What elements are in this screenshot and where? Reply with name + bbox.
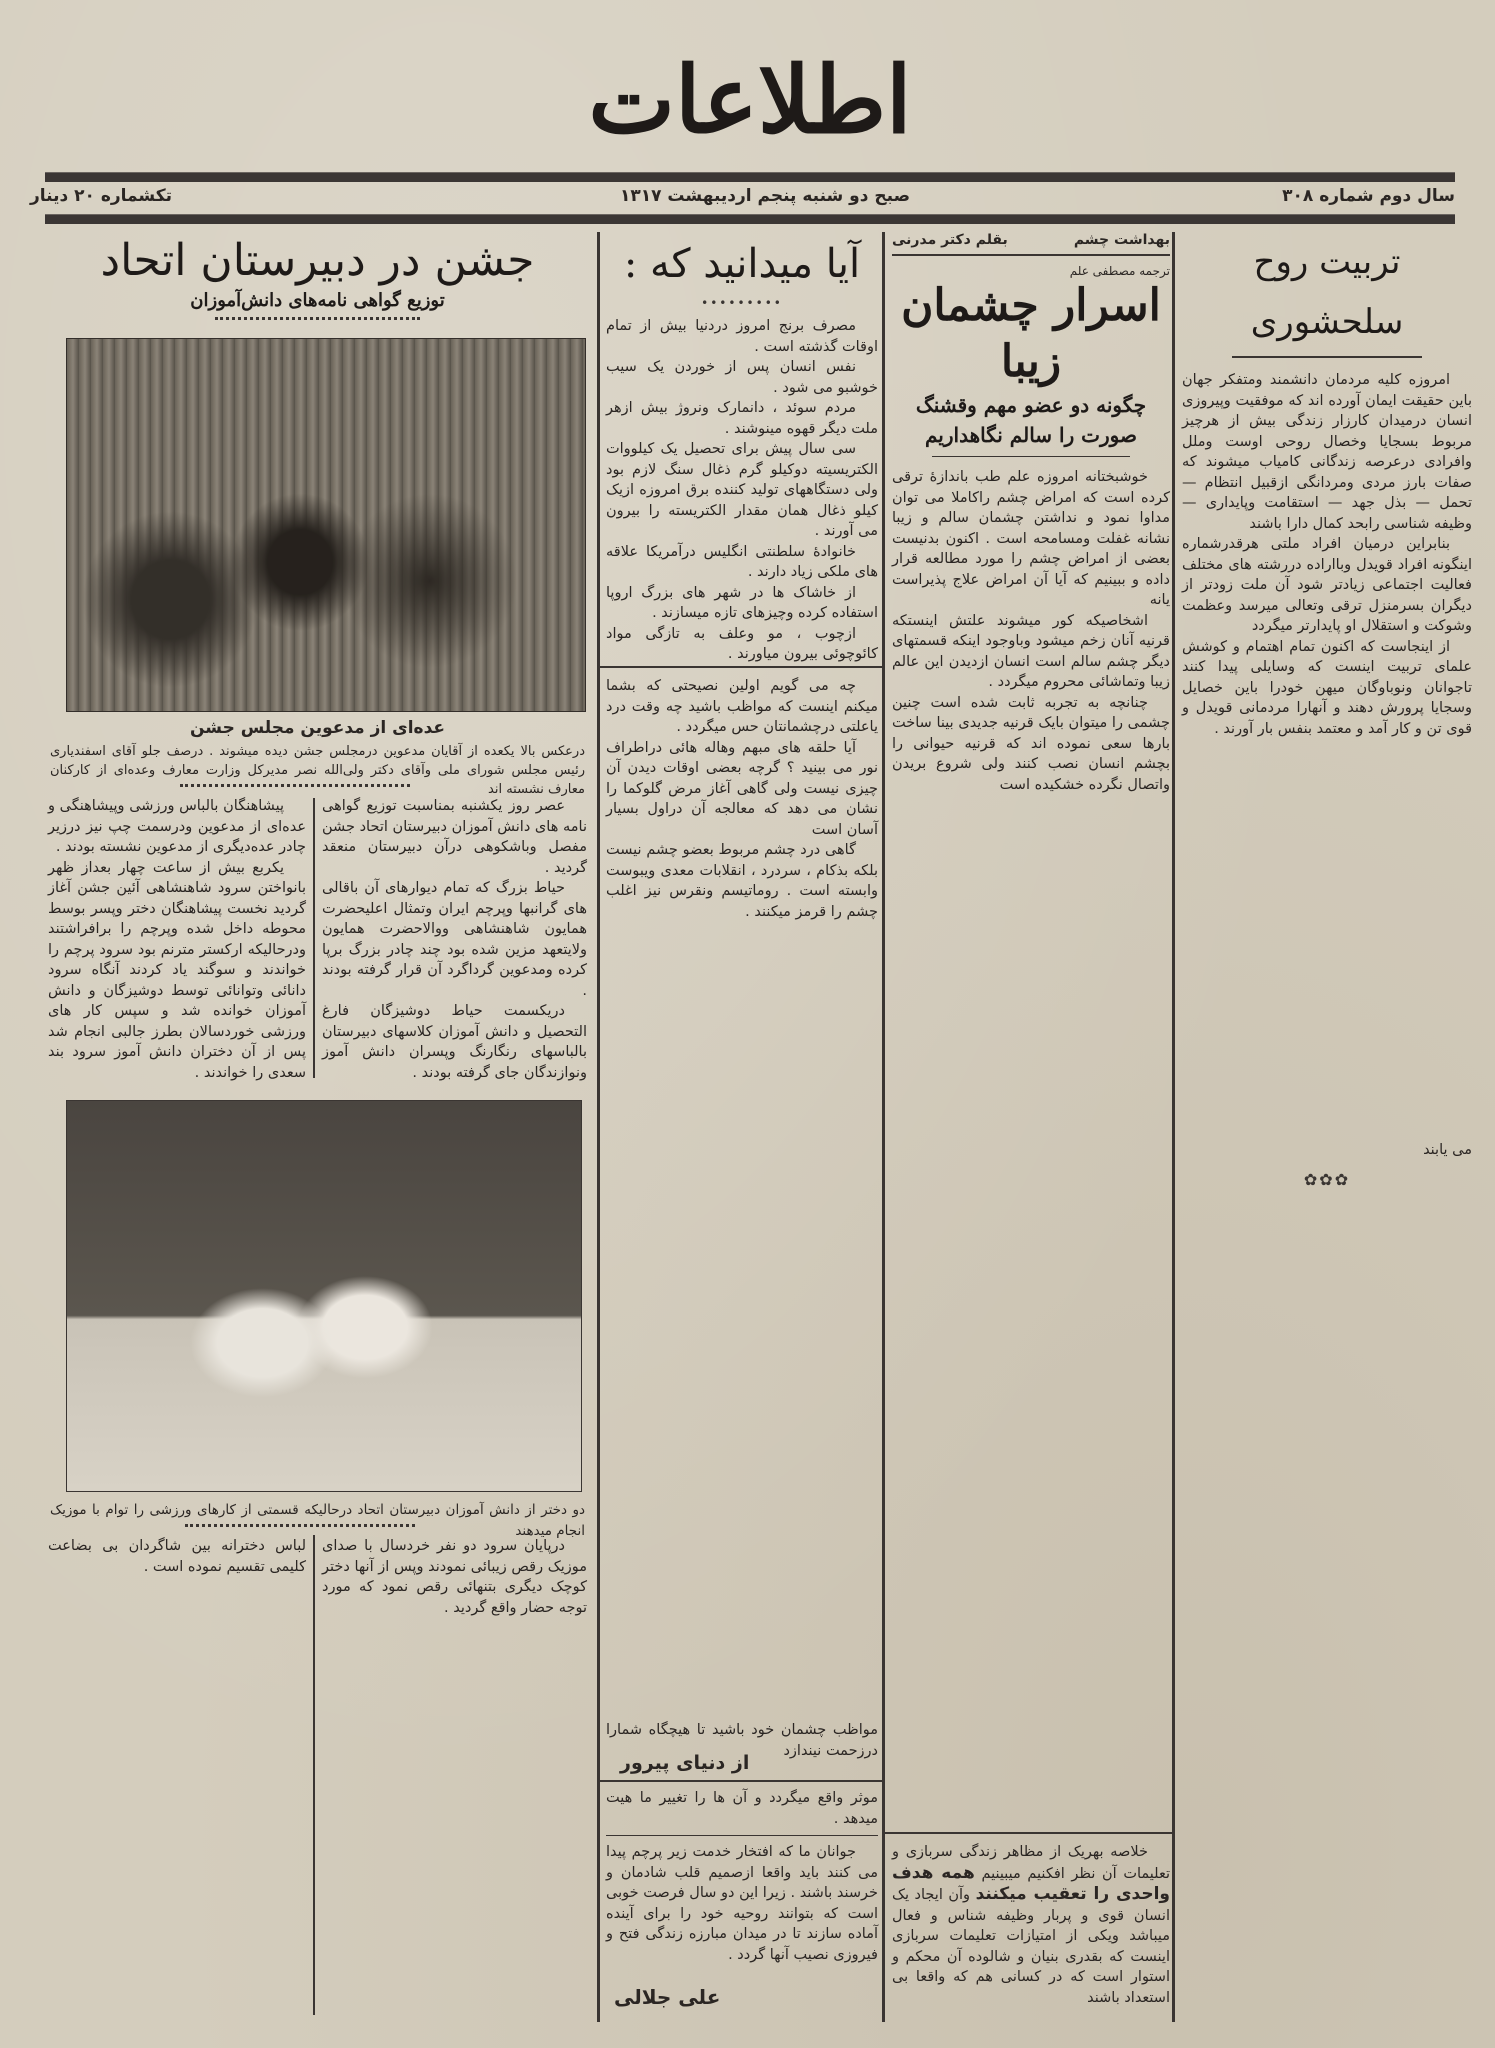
paragraph: حیاط بزرگ که تمام دیوارهای آن باقالی های گرانبها وپرچم ایران وتمثال اعلیحضرت همایون شاهنشاهی ووالاحضرت همایون ولایتعهد مزین شده بود چند چادر بزرگ برپا کرده ومدعوین گرداگرد آن قرار گرفته بودند . bbox=[322, 880, 587, 999]
article-soldier-spirit bbox=[1182, 232, 1472, 739]
paragraph: عصر روز یکشنبه بمناسبت توزیع گواهی نامه های دانش آموزان دبیرستان اتحاد جشن مفصل وباشکوهی درآن دبیرستان منعقد گردید . bbox=[322, 798, 587, 876]
divider bbox=[185, 1524, 415, 1527]
summary-highlight: همه هدف واحدی را تعقیب میکنند bbox=[892, 1862, 1170, 1904]
paragraph: موثر واقع میگردد و آن ها را تغییر ما هیت میدهد . bbox=[606, 1790, 878, 1827]
article-title: جشن در دبیرستان اتحاد bbox=[100, 235, 535, 286]
divider-ornament: ••••••••• bbox=[701, 296, 783, 310]
divider bbox=[600, 1780, 882, 1782]
paragraph: لباس دخترانه بین شاگردان بی بضاعت کلیمی تقسیم نموده است . bbox=[48, 1538, 306, 1575]
divider bbox=[606, 1835, 878, 1836]
fact-item: خانوادهٔ سلطنتی انگلیس درآمریکا علاقه های ملکی زیاد دارند . bbox=[606, 543, 878, 580]
fact-item: نفس انسان پس از خوردن یک سیب خوشبو می شود . bbox=[606, 359, 878, 396]
paragraph: خوشبختانه امروزه علم طب باندازهٔ ترقی کرده است که امراض چشم راکاملا می توان مداوا نمود و نداشتن چشمان سالم و زیبا نشانه غفلت ومسامحه است . اکنون بدنیست بعضی از امراض چشم را مورد مطالعه قرار داده و ببینیم که آیا آن امراض علاج پذیراست یانه bbox=[892, 469, 1170, 608]
column-divider bbox=[313, 1535, 315, 2015]
soldier-summary bbox=[892, 1842, 1170, 2008]
column-divider bbox=[597, 232, 600, 2022]
photo-caption: دو دختر از دانش آموزان دبیرستان اتحاد درحالیکه قسمتی از کارهای ورزشی را توام با موزیک انجام میدهند bbox=[50, 1502, 585, 1539]
divider bbox=[600, 666, 882, 668]
paragraph-end: می یابند bbox=[1423, 1142, 1472, 1158]
article-school-celebration bbox=[45, 232, 590, 320]
paragraph: یکربع بیش از ساعت چهار بعداز ظهر بانواختن سرود شاهنشاهی آئین جشن آغاز گردید نخست پیشاهنگان دختر وپسر بوسط محوطه داخل شده وپرچم را برافراشتند ودرحالیکه ارکستر مترنم بود سرود پرچم را خواندند و سوگند یاد کردند آنگاه سرود دانائی وتوانائی توسط دوشیزگان و دانش آموزان خوانده شد و سپس کار های ورزشی خوردسالان بطرز جالبی انجام شد پس از آن دختران دانش آموز سرود بند سعدی را خواندند . bbox=[48, 859, 306, 1081]
divider bbox=[180, 784, 410, 787]
column-divider bbox=[882, 232, 885, 2022]
author-byline: بقلم دکتر مدرنی bbox=[892, 232, 1008, 248]
header-rule-top bbox=[45, 172, 1455, 182]
photo-dancing-girls bbox=[66, 1100, 582, 1492]
article-subtitle: چگونه دو عضو مهم وقشنگ صورت را سالم نگاهداریم bbox=[915, 393, 1147, 447]
fact-item: از خاشاک ها در شهر های بزرگ اروپا استفاده کرده وچیزهای تازه میسازند . bbox=[606, 584, 878, 621]
article-column bbox=[48, 1536, 306, 1577]
article-title: تربیت روح سلحشوری bbox=[1250, 242, 1404, 342]
newspaper-masthead: اطلاعات bbox=[588, 46, 912, 154]
fact-item: مصرف برنج امروز دردنیا بیش از تمام اوقات گذشته است . bbox=[606, 318, 878, 355]
paragraph: از اینجاست که اکنون تمام اهتمام و کوشش علمای تربیت اینست که وسایلی پیدا کنند تاجوانان ونوباوگان میهن خودرا باین خصایل وسجایا پرورش دهند و آنهارا مردمانی قویدل و قوی تن و کار آمد و معتمد بنفس بار آورند . bbox=[1182, 638, 1472, 737]
section-heading: از دنیای پیرور bbox=[620, 1752, 750, 1774]
summary-text: وآن ایجاد یک انسان قوی و پربار وظیفه شناس و فعال میباشد ویکی از امتیازات تعلیمات سربازی اینست که بقدری بنیان و شالوده آن محکم و استوار است که در کسانی هم که واقعا بی استعداد باشند bbox=[892, 1887, 1170, 2006]
divider bbox=[885, 1832, 1172, 1834]
section-label: بهداشت چشم bbox=[1073, 232, 1170, 248]
column-divider bbox=[1172, 232, 1175, 2022]
article-subtitle: توزیع گواهی نامه‌های دانش‌آموزان bbox=[190, 290, 445, 311]
photo-guests bbox=[66, 338, 586, 712]
summary-text: خلاصه بهریک از مظاهر زندگی سربازی و تعلیمات آن نظر افکنیم میبینیم bbox=[892, 1844, 1170, 1882]
paragraph: امروزه کلیه مردمان دانشمند ومتفکر جهان باین حقیقت ایمان آورده اند که موفقیت وپیروزی انسان درمیدان کارزار زندگی بیش از هرچیز مربوط بسجایا وخصال روحی اوست وملل وافرادی درعرصه زندگانی کامیاب میشوند که صفات بارز مردی ومردانگی ازقبیل انتظام — تحمل — بذل جهد — استقامت وپایداری — وظیفه شناسی رابحد کمال دارا باشند bbox=[1182, 372, 1472, 532]
paragraph: پیشاهنگان بالباس ورزشی وپیشاهنگی و عده‌ای از مدعوین ودرسمت چپ نیز درزیر چادر عده‌دیگری از مدعوین نشسته بودند . bbox=[48, 798, 306, 855]
header-rule-bottom bbox=[45, 214, 1455, 224]
paragraph: چه می گویم اولین نصیحتی که بشما میکنم اینست که مواظب باشید چه وقت درد یاعلتی درچشمانتان حس میگردد . bbox=[606, 678, 878, 735]
article-did-you-know bbox=[606, 232, 878, 665]
paragraph: جوانان ما که افتخار خدمت زیر پرچم پیدا می کنند باید واقعا ازصمیم قلب شادمان و خرسند باشند . زیرا این دو سال فرصت خوبی است که بتوانند روحیه خود را برای آینده آماده سازند تا در میدان مبارزه زندگی فتح و فیروزی نصیب آنها گردد . bbox=[606, 1844, 878, 1963]
article-eyes bbox=[892, 232, 1170, 795]
flower-ornament-icon: ✿✿✿ bbox=[1303, 1170, 1351, 1189]
article-column bbox=[322, 796, 587, 1083]
paragraph: چنانچه به تجربه ثابت شده است چنین چشمی را میتوان بایک قرنیه جدیدی بینا ساخت بارها سعی نموده اند که قرنیه حیوانی را بچشم انسان نصب کنند ولی شروع بریدن واتصال نگرده خشکیده است bbox=[892, 694, 1170, 793]
issue-price: تکشماره ۲۰ دینار bbox=[30, 186, 172, 206]
paragraph: گاهی درد چشم مربوط بعضو چشم نیست بلکه بذکام ، سردرد ، انقلابات معدی ویبوست وابسته است . روماتیسم ونقرس نیز اغلب چشم را قرمز میکنند . bbox=[606, 842, 878, 920]
divider bbox=[932, 456, 1130, 457]
article-eyes-continued bbox=[606, 676, 878, 922]
paragraph: اشخاصیکه کور میشوند علتش اینستکه قرنیه آنان زخم میشود وباوجود اینکه قسمتهای دیگر چشم سالم است انسان ازدیدن این عالم زیبا وتماشائی محروم میگردد . bbox=[892, 612, 1170, 690]
translator-byline: ترجمه مصطفی علم bbox=[1069, 264, 1170, 278]
article-column bbox=[48, 796, 306, 1083]
article-column bbox=[322, 1536, 587, 1618]
article-title: آیا میدانید که : bbox=[623, 241, 861, 287]
paragraph: آیا حلقه های مبهم وهاله هائی دراطراف نور می بینید ؟ گرچه بعضی اوقات دیدن آن چیزی نیست ولی گاهی آغاز مرض گلوکما را نشان می دهد که معالجه آن دراول بسیار آسان است bbox=[606, 739, 878, 838]
photo-caption: درعکس بالا یکعده از آقایان مدعوین درمجلس جشن دیده میشوند . درصف جلو آقای اسفندیاری رئیس مجلس شورای ملی وآقای دکتر ولی‌الله نصر مدیرکل وزارت معارف وعده‌ای از کارکنان معارف نشسته اند bbox=[50, 744, 585, 797]
article-title: اسرار چشمان زیبا bbox=[901, 280, 1161, 387]
paragraph: بنابراین درمیان افراد ملتی هرقدرشماره اینگونه افراد قویدل وبااراده دررشته های مختلف فعالیت اجتماعی زیادتر شود آن ملت زودتر از دیگران بسرمنزل ترقی وتعالی میرسد وعظمت وشوکت و استقلال او پایدارتر میگردد bbox=[1182, 536, 1472, 634]
article-soldier-continued bbox=[606, 1788, 878, 1965]
photo-caption-title: عده‌ای از مدعوین مجلس جشن bbox=[189, 718, 446, 738]
eyes-closing: مواظب چشمان خود باشید تا هیچگاه شمارا درزحمت نیندازد bbox=[606, 1722, 878, 1759]
fact-item: سی سال پیش برای تحصیل یک کیلووات الکتریسیته دوکیلو گرم ذغال سنگ لازم بود ولی دستگاههای تولید کننده برق امروزه ازیک کیلو ذغال همان مقدار الکتریسته را بیرون می آورند . bbox=[606, 441, 878, 539]
paragraph: دریکسمت حیاط دوشیزگان فارغ التحصیل و دانش آموزان کلاسهای دبیرستان بالباسهای رنگارنگ وپسران دانش آموز ونوازندگان جای گرفته بودند . bbox=[322, 1003, 587, 1081]
paragraph: درپایان سرود دو نفر خردسال با صدای موزیک رقص زیبائی نمودند وپس از آنها دختر کوچک دیگری بتنهائی رقص نمود که مورد توجه حضار واقع گردید . bbox=[322, 1538, 587, 1616]
issue-number: سال دوم شماره ۳۰۸ bbox=[1282, 186, 1455, 206]
author-signature: علی جلالی bbox=[614, 1985, 721, 2009]
column-divider bbox=[313, 798, 315, 1078]
issue-date: صبح دو شنبه پنجم اردیبهشت ۱۳۱۷ bbox=[620, 186, 911, 206]
divider bbox=[215, 317, 420, 320]
fact-item: مردم سوئد ، دانمارک ونروژ بیش ازهر ملت دیگر قهوه مینوشند . bbox=[606, 400, 878, 437]
fact-item: ازچوب ، مو وعلف به تازگی مواد کائوچوئی بیرون میاورند . bbox=[606, 625, 878, 662]
title-ornament-rule bbox=[1232, 356, 1422, 358]
